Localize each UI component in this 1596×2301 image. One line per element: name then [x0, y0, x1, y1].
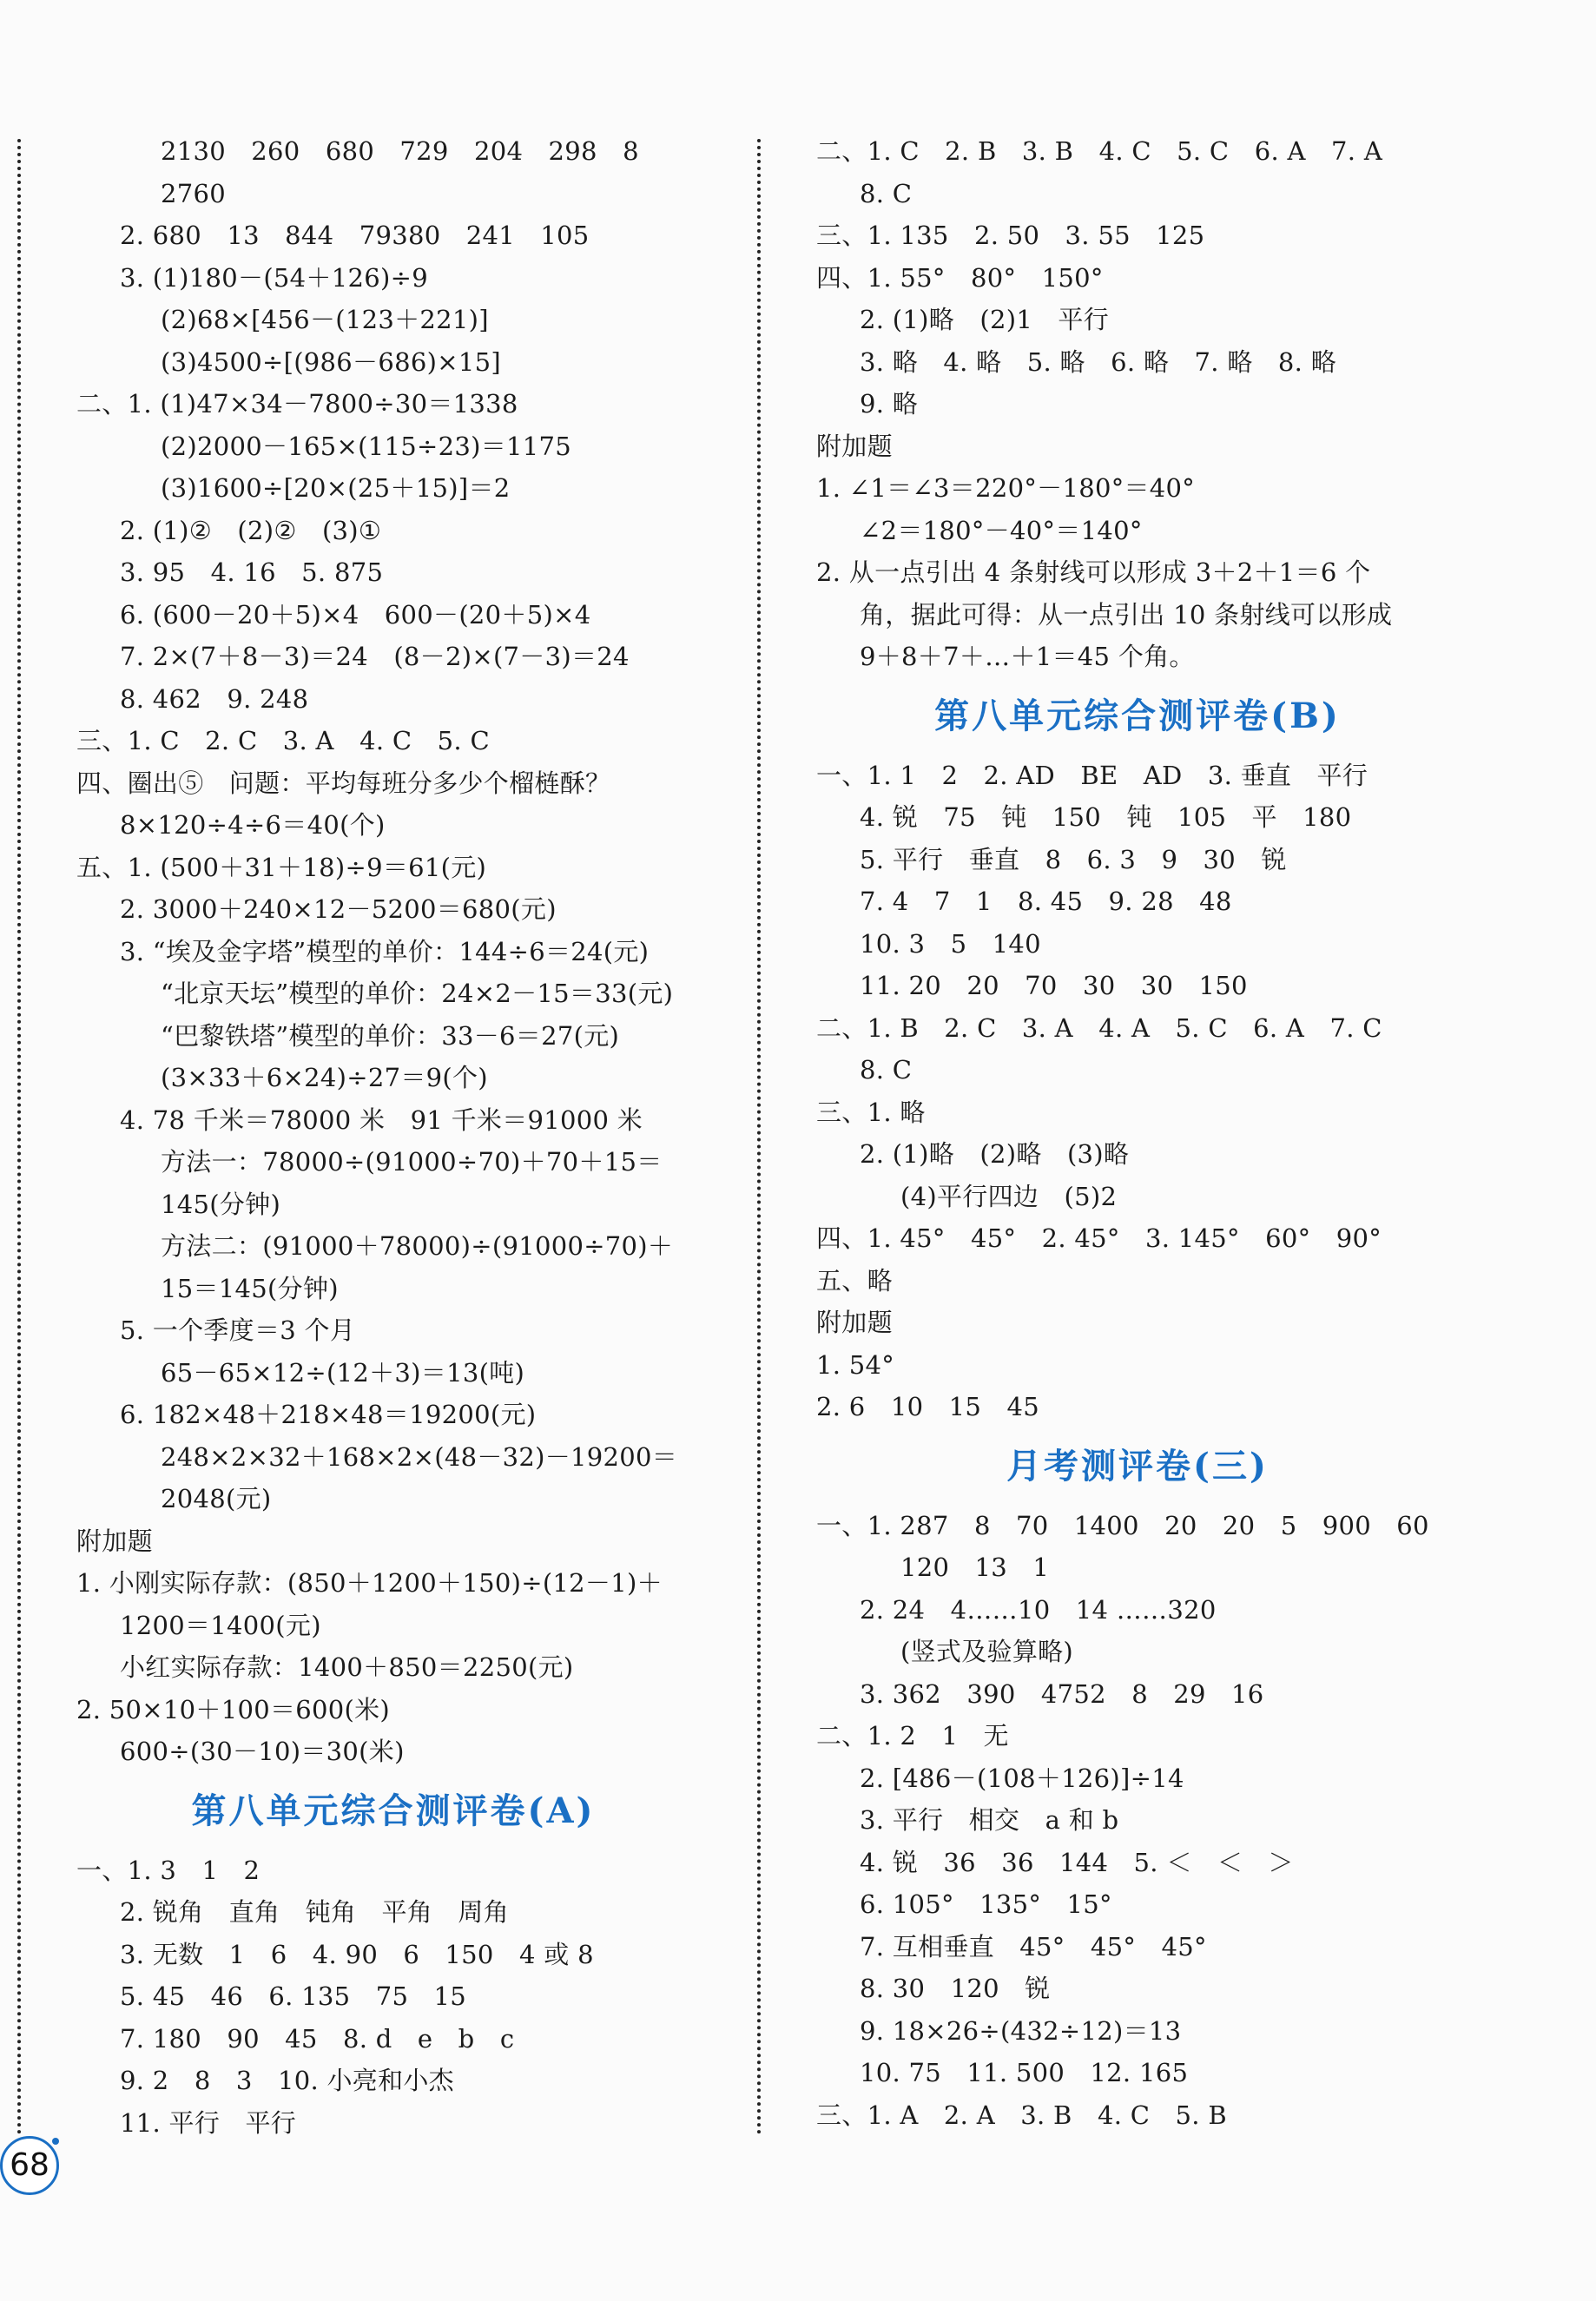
- answer-line: 一、1. 287 8 70 1400 20 20 5 900 60: [816, 1510, 1429, 1540]
- answer-line: 8. 30 120 锐: [860, 1974, 1051, 2003]
- answer-line: 3. 略 4. 略 5. 略 6. 略 7. 略 8. 略: [860, 346, 1337, 377]
- answer-line: 四、1. 45° 45° 2. 45° 3. 145° 60° 90°: [816, 1223, 1382, 1253]
- answer-line: 2. (1)略 (2)略 (3)略: [860, 1139, 1130, 1169]
- answer-line: 7. 2×(7＋8－3)＝24 (8－2)×(7－3)＝24: [120, 642, 630, 671]
- answer-line: 1. 小刚实际存款：(850＋1200＋150)÷(12－1)＋: [76, 1568, 663, 1598]
- answer-line: 2. 24 4……10 14 ……320: [860, 1594, 1217, 1625]
- answer-line: “北京天坛”模型的单价：24×2－15＝33(元): [161, 979, 674, 1008]
- answer-line: 9. 2 8 3 10. 小亮和小杰: [120, 2066, 454, 2095]
- answer-line: 4. 78 千米＝78000 米 91 千米＝91000 米: [120, 1104, 643, 1135]
- answer-line: 四、圈出⑤ 问题：平均每班分多少个榴梿酥？: [76, 768, 611, 798]
- answer-line: 600÷(30－10)＝30(米): [120, 1737, 405, 1766]
- answer-line: 附加题: [816, 431, 893, 461]
- answer-line: 2. [486－(108＋126)]÷14: [860, 1763, 1184, 1793]
- answer-line: (2)68×[456－(123＋221)]: [161, 305, 489, 334]
- answer-line: 3. 平行 相交 a 和 b: [860, 1805, 1119, 1835]
- answer-line: 8. C: [860, 1055, 913, 1085]
- answer-line: 2. 50×10＋100＝600(米): [76, 1694, 391, 1724]
- answer-line: 五、略: [816, 1265, 893, 1296]
- answer-line: 三、1. 135 2. 50 3. 55 125: [816, 221, 1205, 250]
- answer-line: 5. 平行 垂直 8 6. 3 9 30 锐: [860, 844, 1287, 874]
- answer-line: 4. 锐 75 钝 150 钝 105 平 180: [860, 802, 1352, 832]
- answer-line: 小红实际存款：1400＋850＝2250(元): [120, 1652, 574, 1682]
- answer-line: (3)1600÷[20×(25＋15)]＝2: [161, 473, 511, 503]
- answer-line: 7. 4 7 1 8. 45 9. 28 48: [860, 887, 1232, 916]
- answer-line: 8×120÷4÷6＝40(个): [120, 810, 386, 840]
- column-divider-dotted-line: [757, 139, 761, 2136]
- section-heading: 第八单元综合测评卷(B): [934, 695, 1341, 736]
- answer-line: 7. 180 90 45 8. d e b c: [120, 2023, 515, 2054]
- left-column: [76, 130, 710, 2144]
- answer-line: 一、1. 1 2 2. AD BE AD 3. 垂直 平行: [816, 760, 1368, 790]
- answer-line: (2)2000－165×(115÷23)＝1175: [161, 431, 572, 461]
- answer-line: 2. (1)② (2)② (3)①: [120, 515, 382, 545]
- answer-line: 3. (1)180－(54＋126)÷9: [120, 262, 428, 293]
- answer-line: 2. 3000＋240×12－5200＝680(元): [120, 894, 557, 924]
- answer-line: 1. ∠1＝∠3＝220°－180°＝40°: [816, 473, 1196, 503]
- answer-line: 145(分钟): [161, 1189, 281, 1219]
- answer-line: 五、1. (500＋31＋18)÷9＝61(元): [76, 852, 487, 882]
- answer-line: 5. 45 46 6. 135 75 15: [120, 1981, 467, 2011]
- answer-line: 10. 75 11. 500 12. 165: [860, 2058, 1189, 2087]
- answer-line: 8. 462 9. 248: [120, 683, 309, 714]
- answer-line: 2. 6 10 15 45: [816, 1392, 1039, 1421]
- answer-line: 方法一：78000÷(91000÷70)＋70＋15＝: [161, 1147, 663, 1177]
- answer-line: 9. 略: [860, 389, 919, 419]
- answer-line: “巴黎铁塔”模型的单价：33－6＝27(元): [161, 1020, 620, 1051]
- right-column: [816, 130, 1459, 2136]
- page-number: 68: [0, 2136, 59, 2195]
- answer-line: 1. 54°: [816, 1349, 895, 1380]
- answer-line: 三、1. A 2. A 3. B 4. C 5. B: [816, 2100, 1227, 2130]
- answer-line: 方法二：(91000＋78000)÷(91000÷70)＋: [161, 1231, 674, 1261]
- section-heading: 第八单元综合测评卷(A): [191, 1790, 596, 1831]
- answer-line: 15＝145(分钟): [161, 1273, 339, 1303]
- answer-line: 65－65×12÷(12＋3)＝13(吨): [161, 1357, 525, 1388]
- answer-line: 2760: [161, 178, 227, 208]
- answer-line: 11. 20 20 70 30 30 150: [860, 971, 1248, 1000]
- answer-line: 8. C: [860, 178, 913, 208]
- answer-line: 3. 362 390 4752 8 29 16: [860, 1678, 1264, 1709]
- answer-line: (4)平行四边 (5)2: [900, 1181, 1118, 1211]
- answer-line: 二、1. B 2. C 3. A 4. A 5. C 6. A 7. C: [816, 1012, 1382, 1043]
- answer-line: 2. 锐角 直角 钝角 平角 周角: [120, 1897, 509, 1927]
- answer-line: 三、1. C 2. C 3. A 4. C 5. C: [76, 726, 490, 755]
- answer-line: 3. 无数 1 6 4. 90 6 150 4 或 8: [120, 1939, 594, 1969]
- answer-line: 6. (600－20＋5)×4 600－(20＋5)×4: [120, 599, 591, 630]
- answer-line: 三、1. 略: [816, 1097, 926, 1127]
- answer-line: ∠2＝180°－40°＝140°: [860, 515, 1143, 545]
- answer-line: 二、1. (1)47×34－7800÷30＝1338: [76, 389, 518, 419]
- answer-line: 10. 3 5 140: [860, 928, 1041, 959]
- answer-line: 2. 680 13 844 79380 241 105: [120, 221, 590, 250]
- answer-line: 2130 260 680 729 204 298 8: [161, 136, 639, 166]
- answer-line: 120 13 1: [900, 1553, 1050, 1582]
- answer-line: 9. 18×26÷(432÷12)＝13: [860, 2015, 1182, 2046]
- answer-line: 二、1. C 2. B 3. B 4. C 5. C 6. A 7. A: [816, 136, 1383, 166]
- answer-line: 二、1. 2 1 无: [816, 1721, 1009, 1750]
- answer-line: 6. 182×48＋218×48＝19200(元): [120, 1400, 537, 1429]
- answer-line: 附加题: [76, 1526, 153, 1556]
- answer-line: 5. 一个季度＝3 个月: [120, 1315, 356, 1345]
- answer-line: 7. 互相垂直 45° 45° 45°: [860, 1931, 1207, 1961]
- answer-line: 4. 锐 36 36 144 5. ＜ ＜ ＞: [860, 1847, 1294, 1877]
- answer-line: 2. (1)略 (2)1 平行: [860, 305, 1109, 334]
- answer-line: 3. “埃及金字塔”模型的单价：144÷6＝24(元): [120, 936, 650, 966]
- section-heading: 月考测评卷(三): [1006, 1445, 1269, 1487]
- answer-line: (3×33＋6×24)÷27＝9(个): [161, 1063, 488, 1092]
- answer-line: 角，据此可得：从一点引出 10 条射线可以形成: [860, 599, 1393, 630]
- answer-line: 1200＝1400(元): [120, 1610, 321, 1640]
- answer-line: 248×2×32＋168×2×(48－32)－19200＝: [161, 1441, 678, 1472]
- answer-line: 2. 从一点引出 4 条射线可以形成 3＋2＋1＝6 个: [816, 557, 1371, 587]
- answer-line: (竖式及验算略): [900, 1637, 1074, 1666]
- page-number-dot-icon: [52, 2138, 59, 2145]
- answer-line: 四、1. 55° 80° 150°: [816, 262, 1104, 293]
- answer-line: 一、1. 3 1 2: [76, 1855, 261, 1885]
- answer-line: 11. 平行 平行: [120, 2107, 297, 2138]
- answer-line: 6. 105° 135° 15°: [860, 1889, 1112, 1919]
- answer-line: 附加题: [816, 1308, 893, 1337]
- answer-line: 9＋8＋7＋…＋1＝45 个角。: [860, 642, 1195, 671]
- answer-line: 2048(元): [161, 1484, 272, 1513]
- answer-line: 3. 95 4. 16 5. 875: [120, 557, 384, 587]
- answer-line: (3)4500÷[(986－686)×15]: [161, 346, 501, 377]
- binding-dotted-line-left: [17, 139, 21, 2136]
